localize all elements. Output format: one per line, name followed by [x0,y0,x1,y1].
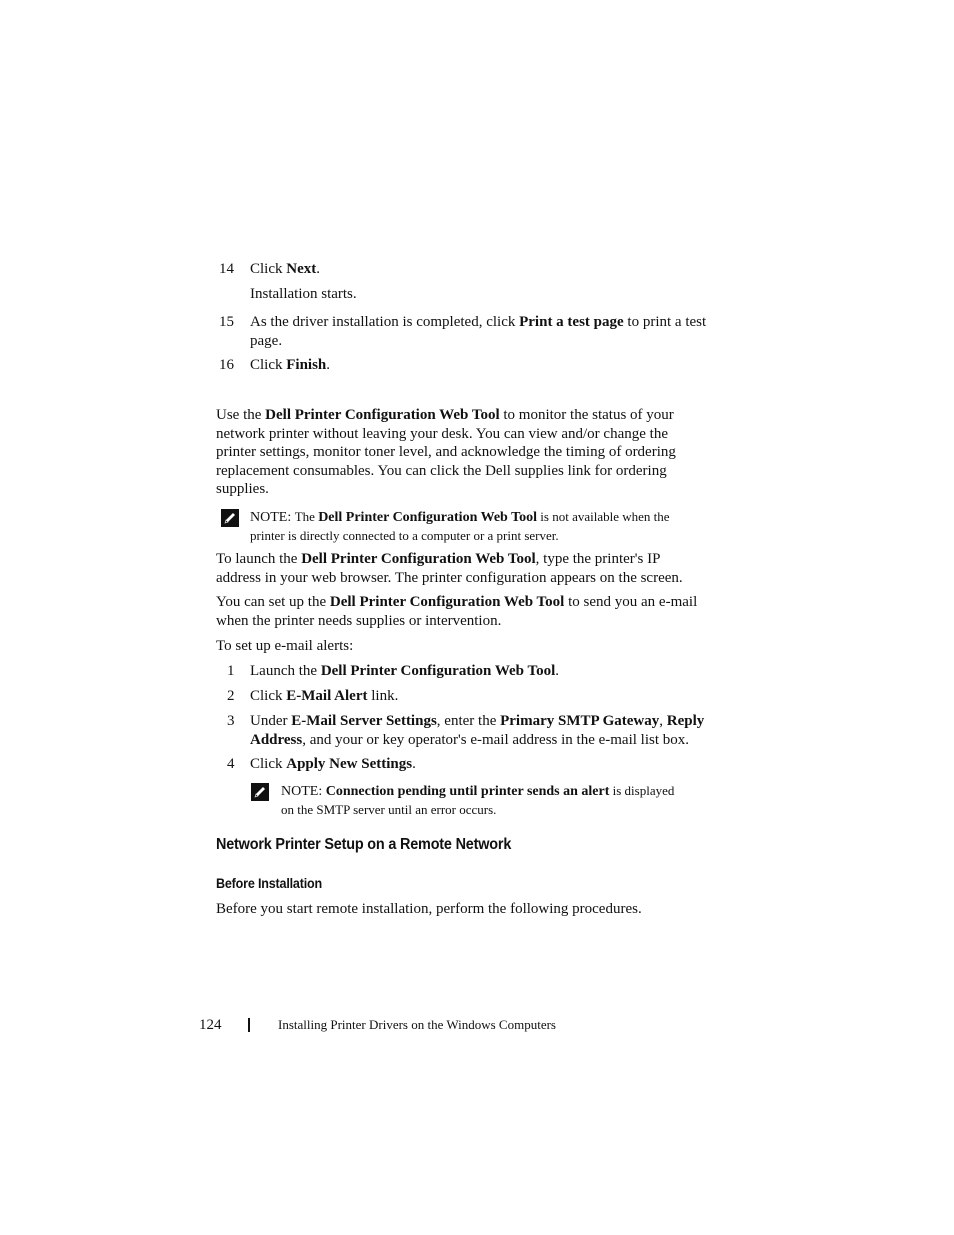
step-number: 1 [227,663,235,679]
step-14-text: Click Next. [250,261,320,277]
step-15-text: As the driver installation is completed, click Print a test page to print a test page. [250,314,707,349]
step-14-result: Installation starts. [250,286,357,302]
step-number: 16 [219,357,234,373]
section-heading: Network Printer Setup on a Remote Network [216,836,512,853]
step-number: 14 [219,261,234,277]
alert-step-3: Under E-Mail Server Settings, enter the Primary SMTP Gateway, Reply Address, and your or key operator's e-mail address in the e-mail list box. [250,713,705,748]
alert-step-1: Launch the Dell Printer Configuration Web Tool. [250,663,560,679]
note-pencil-icon [251,783,269,801]
before-installation-text: Before you start remote installation, perform the following procedures. [216,901,642,917]
step-number: 15 [219,314,234,330]
step-number: 2 [227,688,235,704]
note-pencil-icon [221,509,239,527]
alerts-intro: To set up e-mail alerts: [216,638,354,654]
note-1: NOTE: The Dell Printer Configuration Web Tool is not available when the printer is directly connected to a computer or a print server. [250,509,670,543]
intro-paragraph: Use the Dell Printer Configuration Web Tool to monitor the status of your network printer without leaving your desk. You can view and/or change the printer settings, monitor toner level, and acknowledge the timing of ordering replacement consumables. You can click the Dell supplies link for ordering supplies. [216,407,676,497]
setup-paragraph: You can set up the Dell Printer Configuration Web Tool to send you an e-mail when the printer needs supplies or intervention. [216,594,698,629]
step-number: 4 [227,756,235,772]
launch-paragraph: To launch the Dell Printer Configuration Web Tool, type the printer's IP address in your web browser. The printer configuration appears on the screen. [216,551,683,586]
note-2: NOTE: Connection pending until printer sends an alert is displayed on the SMTP server until an error occurs. [281,783,675,817]
subsection-heading: Before Installation [216,876,323,891]
alert-step-2: Click E-Mail Alert link. [250,688,399,704]
step-number: 3 [227,713,235,729]
page-number: 124 [199,1017,222,1033]
footer-divider [248,1018,250,1032]
alert-step-4: Click Apply New Settings. [250,756,416,772]
footer-section-title: Installing Printer Drivers on the Windows Computers [278,1017,556,1032]
step-16-text: Click Finish. [250,357,331,373]
